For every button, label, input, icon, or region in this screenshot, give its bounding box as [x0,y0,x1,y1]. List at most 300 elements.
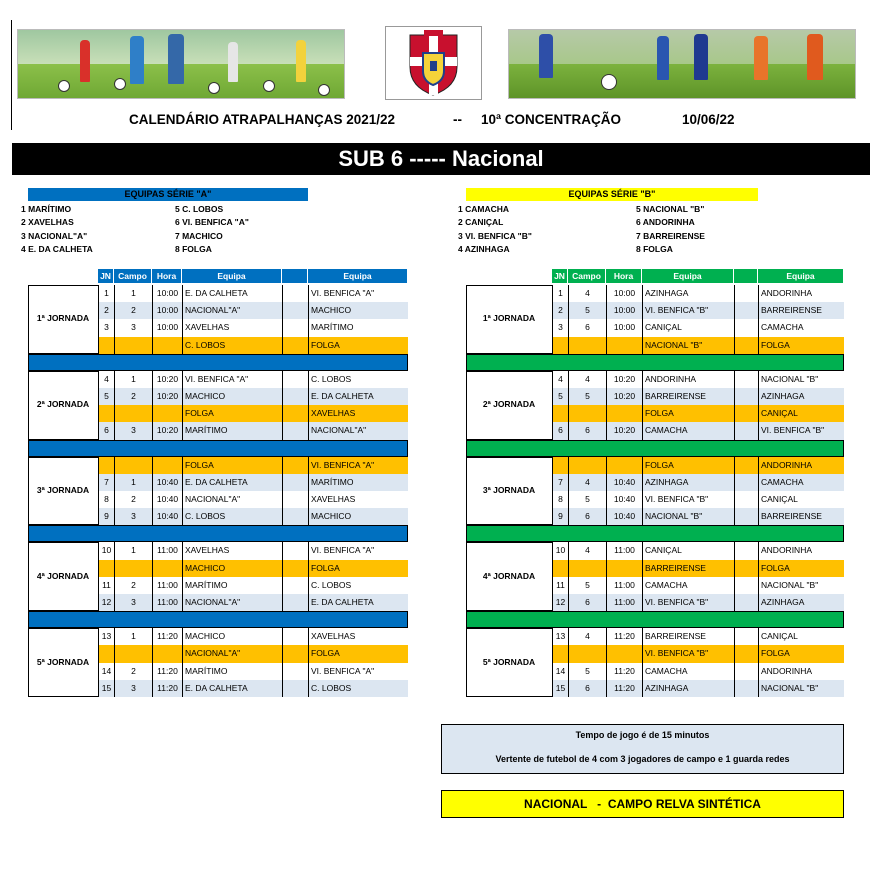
match-number: 8 [552,491,568,508]
kids-football-photo-left [17,29,345,99]
jornada-separator [28,354,408,371]
column-header [282,269,308,283]
column-header: JN [98,269,114,283]
separator-cell [282,285,308,302]
match-time: 11:20 [152,680,182,697]
match-time: 11:20 [606,680,642,697]
home-team: E. DA CALHETA [182,474,282,491]
match-time: 11:20 [606,628,642,645]
match-time: 10:00 [152,285,182,302]
home-team: NACIONAL "B" [642,508,734,525]
jornada-label: 2ª JORNADA [36,399,90,410]
separator-cell [282,405,308,422]
away-team: FOLGA [308,560,408,577]
match-time: 11:20 [606,663,642,680]
field-number: 6 [568,508,606,525]
home-team: VI. BENFICA "B" [642,645,734,662]
away-team: XAVELHAS [308,628,408,645]
away-team: E. DA CALHETA [308,594,408,611]
away-team: FOLGA [758,337,844,354]
match-number: 15 [98,680,114,697]
away-team: CANIÇAL [758,405,844,422]
separator-cell [282,577,308,594]
jornada-label: 3ª JORNADA [36,485,90,495]
field-number: 1 [114,474,152,491]
field-number: 4 [568,628,606,645]
match-number: 11 [98,577,114,594]
match-time: 10:20 [152,422,182,439]
field-number: 1 [114,285,152,302]
team-list-item: 3 NACIONAL"A" [21,230,88,241]
separator-cell [734,474,758,491]
field-number: 5 [568,491,606,508]
match-number: 8 [98,491,114,508]
match-time: 10:40 [152,508,182,525]
match-time [606,337,642,354]
field-number [568,405,606,422]
field-number [114,457,152,474]
concentration-label: 10ª CONCENTRAÇÃO [481,112,622,127]
match-time: 10:20 [606,388,642,405]
match-number: 9 [552,508,568,525]
separator-cell [734,285,758,302]
match-time: 11:20 [152,663,182,680]
match-number: 4 [98,371,114,388]
jornada-label: 5ª JORNADA [36,656,90,667]
jornada-separator [466,525,844,542]
separator-cell [282,542,308,559]
calendar-title: CALENDÁRIO ATRAPALHANÇAS 2021/22 [129,112,396,127]
match-time: 11:00 [152,542,182,559]
away-team: C. LOBOS [308,680,408,697]
away-team: ANDORINHA [758,285,844,302]
match-number: 7 [552,474,568,491]
separator-cell [282,422,308,439]
match-time: 10:00 [606,319,642,336]
serie-a-teams-col2 [175,203,249,256]
field-number: 5 [568,388,606,405]
separator-cell [282,302,308,319]
jornada-label: 2ª JORNADA [482,399,536,410]
away-team: NACIONAL"A" [308,422,408,439]
match-number: 5 [552,388,568,405]
match-time: 10:40 [606,491,642,508]
away-team: FOLGA [758,560,844,577]
match-number: 2 [552,302,568,319]
match-number [98,457,114,474]
match-number [98,645,114,662]
field-number: 2 [114,577,152,594]
away-team: E. DA CALHETA [308,388,408,405]
match-time: 10:40 [606,474,642,491]
home-team: FOLGA [182,457,282,474]
home-team: FOLGA [642,405,734,422]
separator-cell [734,422,758,439]
separator-cell [734,542,758,559]
schedule-table-serie-b [466,269,844,701]
column-header [734,269,758,283]
game-duration-text: Tempo de jogo é de 15 minutos [575,730,710,740]
separator-cell [734,337,758,354]
field-number [114,337,152,354]
match-time: 11:00 [606,594,642,611]
column-header: Equipa [182,269,282,283]
match-time: 10:00 [606,302,642,319]
home-team: VI. BENFICA "B" [642,491,734,508]
home-team: NACIONAL"A" [182,491,282,508]
column-header: Campo [568,269,606,283]
field-number: 5 [568,577,606,594]
separator-cell [282,491,308,508]
home-team: FOLGA [182,405,282,422]
match-number: 9 [98,508,114,525]
match-time [152,457,182,474]
match-time [606,645,642,662]
field-number: 6 [568,319,606,336]
separator-cell [282,594,308,611]
team-list-item: 8 FOLGA [175,243,212,254]
away-team: AZINHAGA [758,388,844,405]
match-number [552,457,568,474]
home-team: C. LOBOS [182,337,282,354]
match-time: 10:00 [606,285,642,302]
away-team: ANDORINHA [758,457,844,474]
home-team: CANIÇAL [642,319,734,336]
event-date: 10/06/22 [682,112,735,127]
home-team: MACHICO [182,628,282,645]
separator-cell [734,560,758,577]
column-header: Hora [606,269,642,283]
team-list-item: 4 E. DA CALHETA [21,243,93,254]
separator-cell [282,457,308,474]
match-number: 3 [98,319,114,336]
jornada-separator [466,354,844,371]
away-team: CANIÇAL [758,491,844,508]
match-time [152,560,182,577]
separator-cell [282,388,308,405]
match-time: 10:20 [606,371,642,388]
serie-b-teams-col2 [636,203,705,256]
team-list-item: 5 NACIONAL "B" [636,204,705,214]
separator-cell [734,491,758,508]
home-team: XAVELHAS [182,542,282,559]
game-format-text: Vertente de futebol de 4 com 3 jogadores de campo e 1 guarda redes [495,754,790,764]
field-number: 3 [114,594,152,611]
jornada-label: 4ª JORNADA [482,570,536,581]
field-number [568,560,606,577]
team-list-item: 6 ANDORINHA [636,217,695,228]
jornada-separator [28,611,408,628]
match-number [98,405,114,422]
match-number: 3 [552,319,568,336]
match-time: 10:40 [152,491,182,508]
home-team: BARREIRENSE [642,388,734,405]
field-number: 1 [114,628,152,645]
field-number: 4 [568,542,606,559]
home-team: XAVELHAS [182,319,282,336]
field-number [114,645,152,662]
field-number: 6 [568,680,606,697]
home-team: MACHICO [182,560,282,577]
home-team: VI. BENFICA "B" [642,594,734,611]
field-number [114,560,152,577]
home-team: AZINHAGA [642,474,734,491]
match-time: 10:20 [152,388,182,405]
away-team: VI. BENFICA "A" [308,663,408,680]
away-team: MACHICO [308,302,408,319]
match-number: 12 [98,594,114,611]
home-team: CAMACHA [642,577,734,594]
home-team: MARÍTIMO [182,663,282,680]
field-number: 2 [114,302,152,319]
field-number: 3 [114,319,152,336]
match-number: 13 [552,628,568,645]
match-number [552,337,568,354]
team-list-item: 8 FOLGA [636,243,673,254]
team-list-item: 1 CAMACHA [458,204,509,214]
away-team: CANIÇAL [758,628,844,645]
field-number: 4 [568,474,606,491]
away-team: MARÍTIMO [308,474,408,491]
home-team: CAMACHA [642,663,734,680]
field-number: 4 [568,371,606,388]
match-number: 5 [98,388,114,405]
away-team: CAMACHA [758,319,844,336]
column-header: Equipa [758,269,844,283]
separator-cell [734,577,758,594]
away-team: ANDORINHA [758,663,844,680]
column-header: Equipa [642,269,734,283]
away-team: FOLGA [308,645,408,662]
team-list-item: 2 CANIÇAL [458,217,504,228]
away-team: MACHICO [308,508,408,525]
separator-cell [282,663,308,680]
separator-cell [734,319,758,336]
away-team: XAVELHAS [308,405,408,422]
field-number: 2 [114,388,152,405]
away-team: VI. BENFICA "A" [308,457,408,474]
home-team: CANIÇAL [642,542,734,559]
match-number: 14 [98,663,114,680]
column-header: Hora [152,269,182,283]
team-list-item: 1 MARÍTIMO [21,204,72,214]
column-header: Equipa [308,269,408,283]
home-team: AZINHAGA [642,680,734,697]
away-team: VI. BENFICA "B" [758,422,844,439]
away-team: NACIONAL "B" [758,577,844,594]
match-time: 11:00 [606,577,642,594]
home-team: C. LOBOS [182,508,282,525]
serie-a-teams-col1 [21,203,93,256]
separator-cell [734,680,758,697]
match-time [152,405,182,422]
away-team: C. LOBOS [308,371,408,388]
home-team: VI. BENFICA "A" [182,371,282,388]
match-number: 10 [552,542,568,559]
separator-cell [734,508,758,525]
away-team: NACIONAL "B" [758,680,844,697]
jornada-separator [466,440,844,457]
separator-cell [734,645,758,662]
match-time: 10:00 [152,319,182,336]
separator-cell [734,457,758,474]
field-number [114,405,152,422]
club-crest-logo [385,26,482,100]
jornada-separator [28,525,408,542]
match-time: 10:00 [152,302,182,319]
match-time: 10:20 [152,371,182,388]
match-number [552,560,568,577]
column-header: Campo [114,269,152,283]
separator-cell [282,628,308,645]
team-list-item: 3 VI. BENFICA "B" [458,230,532,241]
match-time: 10:20 [606,422,642,439]
calendar-header [0,112,883,130]
home-team: AZINHAGA [642,285,734,302]
field-number: 3 [114,680,152,697]
match-number: 10 [98,542,114,559]
match-number: 1 [552,285,568,302]
separator-cell [734,302,758,319]
match-time [152,645,182,662]
match-time: 11:00 [152,594,182,611]
separator-cell [282,680,308,697]
team-list-item: 2 XAVELHAS [21,217,74,228]
away-team: CAMACHA [758,474,844,491]
match-number: 1 [98,285,114,302]
match-number: 6 [552,422,568,439]
away-team: C. LOBOS [308,577,408,594]
separator-cell [282,319,308,336]
field-number: 3 [114,508,152,525]
jornada-separator [28,440,408,457]
match-time [152,337,182,354]
category-banner: SUB 6 ----- Nacional [12,143,870,175]
away-team: NACIONAL "B" [758,371,844,388]
match-number [552,645,568,662]
home-team: MARÍTIMO [182,577,282,594]
home-team: ANDORINHA [642,371,734,388]
home-team: CAMACHA [642,422,734,439]
separator-cell [734,628,758,645]
match-number: 13 [98,628,114,645]
away-team: FOLGA [758,645,844,662]
match-time: 11:20 [152,628,182,645]
field-number: 1 [114,371,152,388]
separator-cell [282,645,308,662]
home-team: E. DA CALHETA [182,680,282,697]
match-number: 7 [98,474,114,491]
header-separator: -- [453,112,462,127]
match-time [606,560,642,577]
match-time: 11:00 [606,542,642,559]
field-number: 1 [114,542,152,559]
serie-a-header: EQUIPAS SÉRIE "A" [28,188,308,201]
separator-cell [734,371,758,388]
home-team: NACIONAL"A" [182,594,282,611]
match-number [98,337,114,354]
separator-cell [734,405,758,422]
match-number: 4 [552,371,568,388]
jornada-label: 5ª JORNADA [482,656,536,667]
team-list-item: 5 C. LOBOS [175,204,224,214]
home-team: FOLGA [642,457,734,474]
field-number: 2 [114,491,152,508]
away-team: BARREIRENSE [758,508,844,525]
match-number [98,560,114,577]
field-number [568,645,606,662]
home-team: BARREIRENSE [642,628,734,645]
separator-cell [734,663,758,680]
separator-cell [282,337,308,354]
away-team: XAVELHAS [308,491,408,508]
match-time: 11:00 [152,577,182,594]
kids-football-photo-right [508,29,856,99]
jornada-separator [466,611,844,628]
field-number: 6 [568,594,606,611]
home-team: NACIONAL"A" [182,645,282,662]
field-number: 5 [568,663,606,680]
home-team: VI. BENFICA "B" [642,302,734,319]
venue-box: NACIONAL - CAMPO RELVA SINTÉTICA [441,790,844,818]
home-team: NACIONAL "B" [642,337,734,354]
field-number [568,457,606,474]
field-number: 3 [114,422,152,439]
team-list-item: 7 MACHICO [175,230,223,241]
jornada-label: 4ª JORNADA [36,570,90,581]
match-number [552,405,568,422]
team-list-item: 7 BARREIRENSE [636,230,705,241]
home-team: MARÍTIMO [182,422,282,439]
home-team: NACIONAL"A" [182,302,282,319]
match-number: 14 [552,663,568,680]
game-info-box [441,724,844,774]
separator-cell [282,560,308,577]
match-time: 10:40 [606,508,642,525]
field-number: 5 [568,302,606,319]
away-team: VI. BENFICA "A" [308,542,408,559]
home-team: E. DA CALHETA [182,285,282,302]
home-team: MACHICO [182,388,282,405]
field-number: 4 [568,285,606,302]
separator-cell [282,474,308,491]
away-team: ANDORINHA [758,542,844,559]
field-number [568,337,606,354]
away-team: BARREIRENSE [758,302,844,319]
home-team: BARREIRENSE [642,560,734,577]
match-number: 12 [552,594,568,611]
match-number: 11 [552,577,568,594]
column-header: JN [552,269,568,283]
jornada-label: 3ª JORNADA [482,485,536,495]
away-team: AZINHAGA [758,594,844,611]
field-number: 6 [568,422,606,439]
serie-b-teams-col1 [458,203,532,256]
away-team: FOLGA [308,337,408,354]
away-team: VI. BENFICA "A" [308,285,408,302]
match-number: 2 [98,302,114,319]
jornada-label: 1ª JORNADA [482,313,536,324]
separator-cell [282,508,308,525]
match-time [606,457,642,474]
jornada-label: 1ª JORNADA [36,313,90,324]
separator-cell [734,388,758,405]
serie-b-header: EQUIPAS SÉRIE "B" [466,188,758,201]
away-team: MARÍTIMO [308,319,408,336]
match-time: 10:40 [152,474,182,491]
match-number: 15 [552,680,568,697]
separator-cell [734,594,758,611]
